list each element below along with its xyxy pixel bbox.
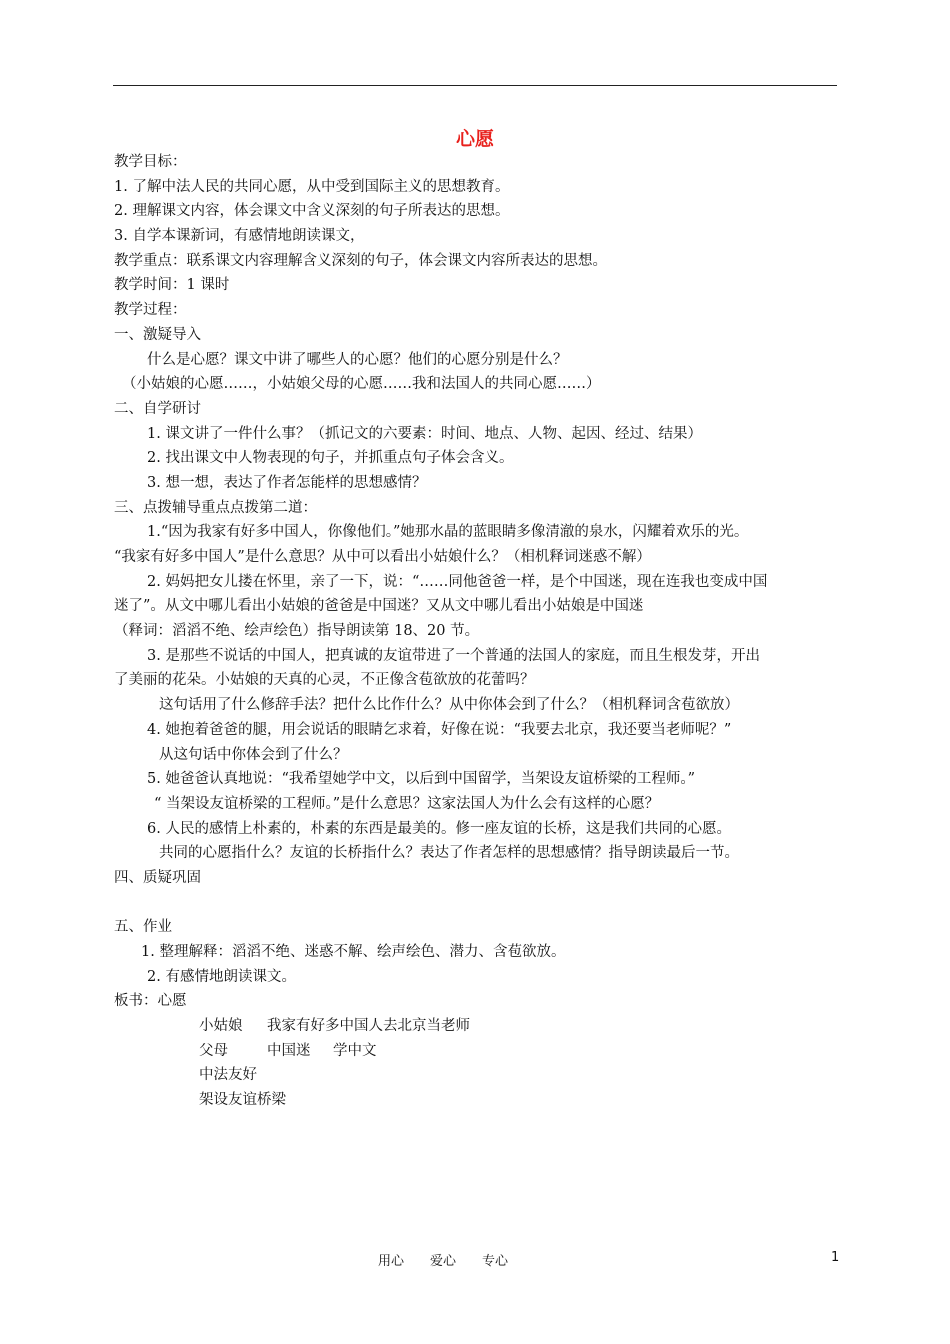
lesson-body	[114, 150, 854, 1113]
board-text: 中国迷	[267, 1042, 311, 1059]
paragraph-line: 迷了”。从文中哪儿看出小姑娘的爸爸是中国迷？又从文中哪儿看出小姑娘是中国迷	[114, 598, 644, 615]
section-heading: 教学过程：	[114, 302, 187, 319]
goal-item: 1. 了解中法人民的共同心愿，从中受到国际主义的思想教育。	[114, 178, 510, 195]
list-item: 2. 有感情地朗读课文。	[147, 968, 296, 985]
list-item: 1. 整理解释：滔滔不绝、迷惑不解、绘声绘色、潜力、含苞欲放。	[141, 944, 566, 960]
step-heading: 三、点拨辅导重点点拨第二道：	[114, 499, 317, 516]
paragraph-line: （释词：滔滔不绝、绘声绘色）指导朗读第 18、20 节。	[114, 623, 480, 640]
list-item: 5. 她爸爸认真地说：“我希望她学中文，以后到中国留学，当架设友谊桥梁的工程师。”	[147, 771, 696, 788]
list-item: 4. 她抱着爸爸的腿，用会说话的眼睛乞求着，好像在说：“我要去北京，我还要当老师呢？”	[147, 721, 732, 738]
board-heading: 板书：心愿	[114, 993, 187, 1010]
header-rule	[113, 85, 837, 86]
board-text: 学中文	[333, 1042, 377, 1059]
list-item: 3. 是那些不说话的中国人，把真诚的友谊带进了一个普通的法国人的家庭，而且生根发芽，开出	[147, 647, 760, 664]
document-title: 心愿	[455, 128, 494, 150]
list-item: 2. 找出课文中人物表现的句子，并抓重点句子体会含义。	[147, 450, 514, 467]
lesson-time: 教学时间：1 课时	[114, 277, 230, 294]
list-item: 2. 妈妈把女儿搂在怀里，亲了一下，说：“……同他爸爸一样，是个中国迷，现在连我也变成中国	[147, 573, 768, 590]
goal-item: 2. 理解课文内容，体会课文中含义深刻的句子所表达的思想。	[114, 203, 510, 220]
page-number: 1	[831, 1250, 840, 1265]
step-heading: 一、激疑导入	[114, 326, 201, 343]
board-label: 父母	[199, 1042, 228, 1059]
goal-item: 3. 自学本课新词，有感情地朗读课文，	[114, 228, 365, 245]
board-row: 中法友好	[199, 1067, 257, 1084]
paragraph-line: 从这句话中你体会到了什么？	[159, 746, 348, 763]
paragraph-line: “ 当架设友谊桥梁的工程师。”是什么意思？这家法国人为什么会有这样的心愿？	[154, 795, 660, 812]
paragraph-line: （小姑娘的心愿……，小姑娘父母的心愿……我和法国人的共同心愿……）	[122, 376, 601, 393]
paragraph-line: 什么是心愿？课文中讲了哪些人的心愿？他们的心愿分别是什么？	[147, 351, 568, 368]
board-text: 我家有好多中国人去北京当老师	[267, 1018, 470, 1035]
section-heading: 教学目标：	[114, 154, 187, 170]
board-row	[114, 1014, 854, 1039]
paragraph-line: 了美丽的花朵。小姑娘的天真的心灵，不正像含苞欲放的花蕾吗？	[114, 672, 535, 689]
step-heading: 二、自学研讨	[114, 400, 201, 417]
board-row	[114, 1039, 854, 1064]
key-points: 教学重点：联系课文内容理解含义深刻的句子，体会课文内容所表达的思想。	[114, 252, 607, 269]
paragraph-line: 共同的心愿指什么？友谊的长桥指什么？表达了作者怎样的思想感情？指导朗读最后一节。	[159, 845, 739, 862]
list-item: 1. 课文讲了一件什么事？（抓记文的六要素：时间、地点、人物、起因、经过、结果）	[147, 425, 702, 442]
paragraph-line: “我家有好多中国人”是什么意思？从中可以看出小姑娘什么？（相机释词迷惑不解）	[114, 549, 651, 565]
list-item: 6. 人民的感情上朴素的，朴素的东西是最美的。修一座友谊的长桥，这是我们共同的心愿。	[147, 820, 731, 837]
footer-motto: 用心 爱心 专心	[378, 1254, 509, 1269]
blank-line	[114, 891, 854, 916]
board-label: 小姑娘	[199, 1018, 243, 1035]
paragraph-line: 这句话用了什么修辞手法？把什么比作什么？从中你体会到了什么？（相机释词含苞欲放）	[159, 697, 739, 714]
board-row: 架设友谊桥梁	[199, 1092, 286, 1109]
step-heading: 五、作业	[114, 919, 172, 936]
list-item: 1.“因为我家有好多中国人，你像他们。”她那水晶的蓝眼睛多像清澈的泉水，闪耀着欢乐的光。	[147, 524, 749, 541]
step-heading: 四、质疑巩固	[114, 869, 201, 886]
list-item: 3. 想一想，表达了作者怎能样的思想感情？	[147, 474, 427, 491]
